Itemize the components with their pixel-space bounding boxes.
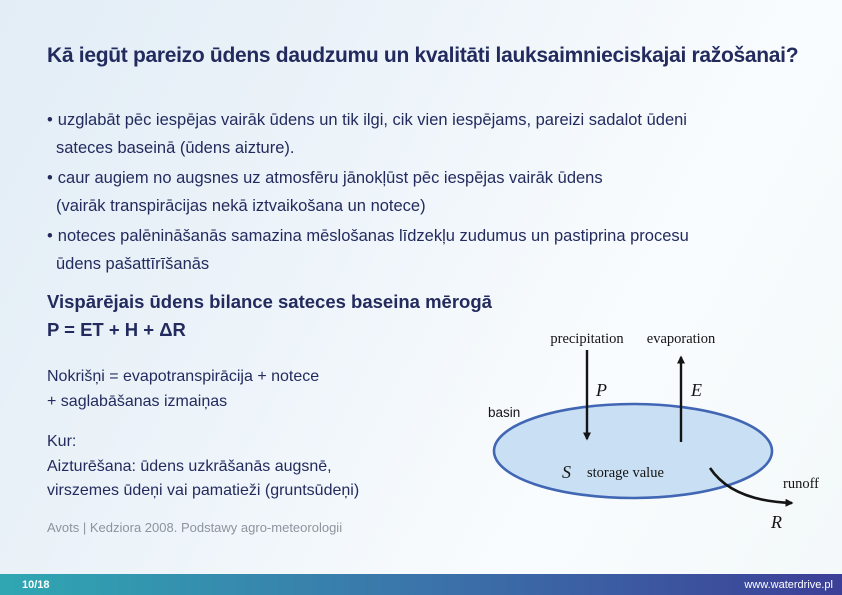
bullet-text: uzglabāt pēc iespējas vairāk ūdens un tik ilgi, cik vien iespējams, pareizi sadalot ūdeni — [57, 111, 687, 129]
bullet-text: sateces baseinā (ūdens aizture). — [56, 139, 295, 157]
bullet-list — [47, 106, 767, 280]
page-title: Kā iegūt pareizo ūdens daudzumu un kvalitāti lauksaimnieciskajai ražošanai? — [47, 44, 799, 67]
bullet-marker: • — [47, 111, 53, 129]
list-item — [47, 222, 767, 278]
precipitation-symbol: P — [596, 380, 607, 400]
basin-label: basin — [488, 405, 521, 420]
explanation-line: + saglabāšanas izmaiņas — [47, 393, 228, 410]
bullet-text: (vairāk transpirācijas nekā iztvaikošana un notece) — [56, 197, 426, 215]
water-balance-section — [47, 288, 492, 344]
list-item — [47, 106, 767, 162]
evaporation-symbol: E — [691, 380, 702, 400]
bullet-text: noteces palēnināšanās samazina mēslošanas līdzekļu zudumus un pastiprina procesu — [57, 227, 689, 245]
section-heading: Vispārējais ūdens bilance sateces baseina mērogā — [47, 291, 492, 312]
bullet-text: ūdens pašattīrīšanās — [56, 255, 210, 273]
bullet-marker: • — [47, 227, 53, 245]
bullet-text: caur augiem no augsnes uz atmosfēru jānokļūst pēc iespējas vairāk ūdens — [57, 169, 603, 187]
definition-line: Kur: — [47, 433, 77, 450]
water-balance-diagram — [480, 322, 836, 534]
precipitation-label: precipitation — [550, 331, 624, 347]
list-item — [47, 164, 767, 220]
source-citation: Avots | Kedziora 2008. Podstawy agro-meteorologii — [47, 520, 343, 535]
bullet-marker: • — [47, 169, 53, 187]
balance-formula: P = ET + H + ΔR — [47, 319, 186, 340]
basin-ellipse — [494, 404, 772, 498]
page-number: 10/18 — [22, 578, 50, 591]
definition-line: virszemes ūdeņi vai pamatieži (gruntsūdeņi) — [47, 482, 360, 499]
definitions-block — [47, 430, 359, 504]
formula-explanation — [47, 364, 319, 414]
footer-url-link[interactable]: www.waterdrive.pl — [744, 578, 833, 591]
definition-line: Aizturēšana: ūdens uzkrāšanās augsnē, — [47, 457, 332, 475]
storage-symbol: S — [562, 462, 571, 482]
runoff-symbol: R — [771, 512, 782, 532]
footer-bar — [0, 574, 842, 595]
runoff-label: runoff — [783, 476, 819, 492]
explanation-line: Nokrišņi = evapotranspirācija + notece — [47, 368, 320, 385]
evaporation-label: evaporation — [646, 331, 716, 347]
storage-label: storage value — [587, 465, 664, 481]
